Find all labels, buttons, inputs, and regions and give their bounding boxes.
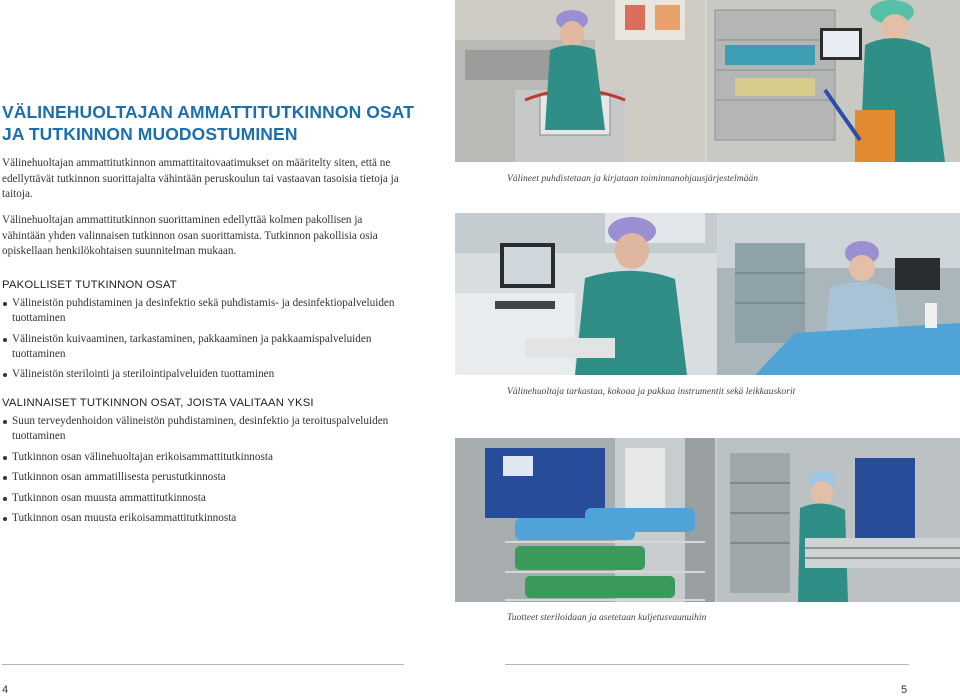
list-item: Välineistön puhdistaminen ja desinfektio sekä puhdistamis- ja desinfektiopalveluiden tuottaminen — [2, 296, 407, 326]
optional-heading: VALINNAISET TUTKINNON OSAT, JOISTA VALITAAN YKSI — [2, 397, 314, 409]
page-title — [2, 101, 442, 145]
intro-paragraph: Välinehuoltajan ammattitutkinnon ammattitaitovaatimukset on määritelty siten, että ne edellyttävät tutkinnon suorittajalta vähintään peruskoulun tai vastaavan tasoisia tietoja ja taitoja. — [2, 157, 399, 200]
photo-inspecting — [455, 213, 960, 375]
list-item: Tutkinnon osan välinehuoltajan erikoisammattitutkinnosta — [2, 450, 407, 465]
list-item: Tutkinnon osan muusta erikoisammattitutkinnosta — [2, 511, 407, 526]
page-number-left: 4 — [2, 684, 9, 696]
list-item: Välineistön kuivaaminen, tarkastaminen, pakkaaminen ja pakkaamispalveluiden tuottaminen — [2, 332, 407, 362]
photo-caption: Välinehuoltaja tarkastaa, kokoaa ja pakkaa instrumentit sekä leikkauskorit — [507, 386, 796, 397]
title-line-2: JA TUTKINNON MUODOSTUMINEN — [2, 124, 298, 144]
photo-caption: Tuotteet steriloidaan ja asetetaan kuljetusvaunuihin — [507, 612, 707, 623]
footer-rule-right — [505, 664, 909, 665]
structure-paragraph: Välinehuoltajan ammattitutkinnon suorittaminen edellyttää kolmen pakollisen ja vähintään yhden valinnaisen tutkinnon osan suorittamista. Tutkinnon pakollisia osia opiskellaan henkilökohtaisen suunnitelman mukaan. — [2, 214, 378, 257]
optional-list — [2, 414, 407, 532]
list-item: Suun terveydenhoidon välineistön puhdistaminen, desinfektio ja teroituspalveluiden tuottaminen — [2, 414, 407, 444]
page-number-right: 5 — [901, 684, 908, 696]
photo-cleaning — [455, 0, 960, 162]
title-line-1: VÄLINEHUOLTAJAN AMMATTITUTKINNON OSAT — [2, 102, 414, 122]
footer-rule-left — [2, 664, 404, 665]
mandatory-list — [2, 296, 407, 388]
photo-sterilizing — [455, 438, 960, 602]
photo-caption: Välineet puhdistetaan ja kirjataan toiminnanohjausjärjestelmään — [507, 173, 759, 184]
mandatory-heading: PAKOLLISET TUTKINNON OSAT — [2, 279, 177, 291]
list-item: Välineistön sterilointi ja sterilointipalveluiden tuottaminen — [2, 367, 407, 382]
list-item: Tutkinnon osan muusta ammattitutkinnosta — [2, 491, 407, 506]
list-item: Tutkinnon osan ammatillisesta perustutkinnosta — [2, 470, 407, 485]
